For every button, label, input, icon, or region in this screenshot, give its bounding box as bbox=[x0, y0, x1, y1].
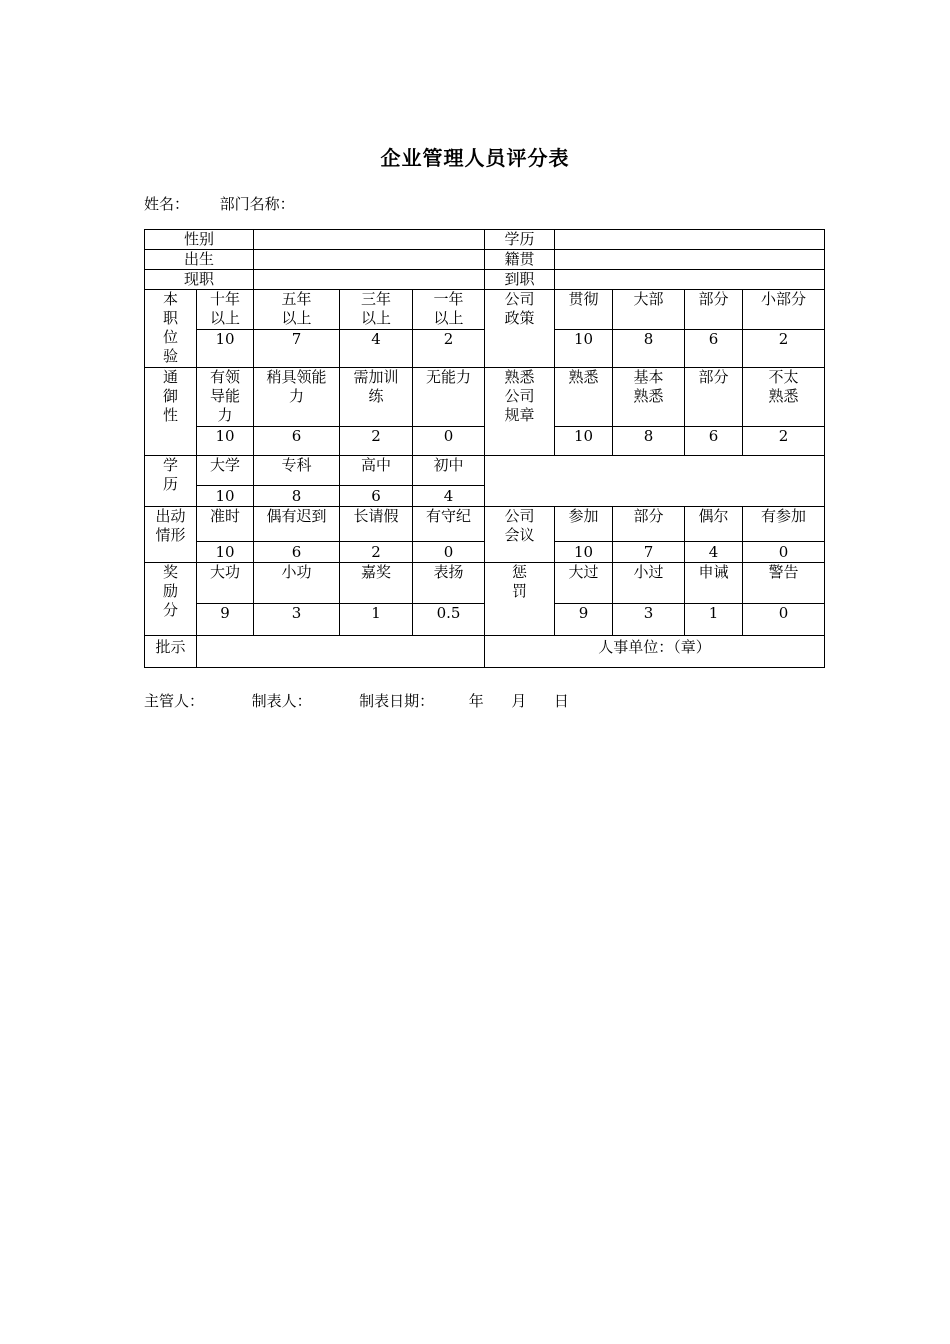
footer-line bbox=[144, 690, 569, 711]
reward-score: 9 bbox=[197, 604, 254, 636]
leadership-label: 通 御 性 bbox=[145, 368, 197, 456]
row-leadership-scores bbox=[145, 427, 825, 456]
policy-score: 8 bbox=[613, 330, 685, 368]
row-reward-options bbox=[145, 563, 825, 604]
policy-score: 10 bbox=[555, 330, 613, 368]
experience-option: 十年 以上 bbox=[197, 290, 254, 330]
degree-option: 大学 bbox=[197, 456, 254, 486]
day-label: 日 bbox=[553, 692, 569, 710]
leadership-option: 需加训 练 bbox=[340, 368, 413, 427]
degree-option: 初中 bbox=[413, 456, 485, 486]
leadership-score: 10 bbox=[197, 427, 254, 456]
leadership-option: 无能力 bbox=[413, 368, 485, 427]
native-place-value bbox=[555, 250, 825, 270]
row-experience-scores bbox=[145, 330, 825, 368]
birth-value bbox=[254, 250, 485, 270]
rules-score: 2 bbox=[743, 427, 825, 456]
penalty-score: 9 bbox=[555, 604, 613, 636]
experience-score: 2 bbox=[413, 330, 485, 368]
policy-score: 6 bbox=[685, 330, 743, 368]
reward-score: 0.5 bbox=[413, 604, 485, 636]
meeting-score: 0 bbox=[743, 542, 825, 563]
attendance-score: 2 bbox=[340, 542, 413, 563]
penalty-score: 0 bbox=[743, 604, 825, 636]
native-place-label: 籍贯 bbox=[485, 250, 555, 270]
policy-option: 部分 bbox=[685, 290, 743, 330]
education-label: 学历 bbox=[485, 230, 555, 250]
experience-score: 10 bbox=[197, 330, 254, 368]
degree-label: 学 历 bbox=[145, 456, 197, 507]
degree-score: 4 bbox=[413, 486, 485, 507]
evaluation-table bbox=[144, 229, 825, 668]
attendance-score: 0 bbox=[413, 542, 485, 563]
rules-label: 熟悉 公司 规章 bbox=[485, 368, 555, 456]
row-gender bbox=[145, 230, 825, 250]
penalty-score: 1 bbox=[685, 604, 743, 636]
experience-option: 一年 以上 bbox=[413, 290, 485, 330]
meeting-option: 部分 bbox=[613, 507, 685, 542]
meeting-score: 10 bbox=[555, 542, 613, 563]
row-leadership-options bbox=[145, 368, 825, 427]
preparer-label: 制表人： bbox=[251, 692, 312, 710]
meeting-option: 参加 bbox=[555, 507, 613, 542]
reward-option: 嘉奖 bbox=[340, 563, 413, 604]
meeting-option: 有参加 bbox=[743, 507, 825, 542]
degree-option: 高中 bbox=[340, 456, 413, 486]
row-current-post bbox=[145, 270, 825, 290]
header-line bbox=[144, 193, 295, 214]
leadership-score: 2 bbox=[340, 427, 413, 456]
row-attendance-scores bbox=[145, 542, 825, 563]
date-label: 制表日期： bbox=[359, 692, 435, 710]
reward-option: 大功 bbox=[197, 563, 254, 604]
year-label: 年 bbox=[468, 692, 484, 710]
attendance-option: 长请假 bbox=[340, 507, 413, 542]
policy-option: 小部分 bbox=[743, 290, 825, 330]
meeting-score: 4 bbox=[685, 542, 743, 563]
meeting-option: 偶尔 bbox=[685, 507, 743, 542]
meeting-score: 7 bbox=[613, 542, 685, 563]
row-experience-options bbox=[145, 290, 825, 330]
rules-score: 10 bbox=[555, 427, 613, 456]
degree-option: 专科 bbox=[254, 456, 340, 486]
reward-label: 奖 励 分 bbox=[145, 563, 197, 636]
attendance-option: 有守纪 bbox=[413, 507, 485, 542]
degree-blank-area bbox=[485, 456, 825, 507]
approval-value bbox=[197, 636, 485, 668]
start-date-value bbox=[555, 270, 825, 290]
penalty-option: 申诫 bbox=[685, 563, 743, 604]
leadership-option: 稍具领能 力 bbox=[254, 368, 340, 427]
rules-option: 基本 熟悉 bbox=[613, 368, 685, 427]
penalty-option: 大过 bbox=[555, 563, 613, 604]
penalty-score: 3 bbox=[613, 604, 685, 636]
row-degree-options bbox=[145, 456, 825, 486]
attendance-score: 6 bbox=[254, 542, 340, 563]
birth-label: 出生 bbox=[145, 250, 254, 270]
leadership-score: 0 bbox=[413, 427, 485, 456]
policy-option: 大部 bbox=[613, 290, 685, 330]
reward-option: 表扬 bbox=[413, 563, 485, 604]
dept-label: 部门名称： bbox=[219, 195, 295, 213]
experience-option: 五年 以上 bbox=[254, 290, 340, 330]
policy-option: 贯彻 bbox=[555, 290, 613, 330]
degree-score: 6 bbox=[340, 486, 413, 507]
attendance-option: 偶有迟到 bbox=[254, 507, 340, 542]
attendance-score: 10 bbox=[197, 542, 254, 563]
experience-score: 4 bbox=[340, 330, 413, 368]
row-approval bbox=[145, 636, 825, 668]
degree-score: 10 bbox=[197, 486, 254, 507]
current-post-value bbox=[254, 270, 485, 290]
row-birth bbox=[145, 250, 825, 270]
degree-score: 8 bbox=[254, 486, 340, 507]
rules-option: 熟悉 bbox=[555, 368, 613, 427]
penalty-option: 小过 bbox=[613, 563, 685, 604]
penalty-label: 惩 罚 bbox=[485, 563, 555, 636]
start-date-label: 到职 bbox=[485, 270, 555, 290]
reward-score: 3 bbox=[254, 604, 340, 636]
meeting-label: 公司 会议 bbox=[485, 507, 555, 563]
leadership-score: 6 bbox=[254, 427, 340, 456]
education-value bbox=[555, 230, 825, 250]
gender-value bbox=[254, 230, 485, 250]
attendance-option: 准时 bbox=[197, 507, 254, 542]
policy-score: 2 bbox=[743, 330, 825, 368]
experience-score: 7 bbox=[254, 330, 340, 368]
reward-option: 小功 bbox=[254, 563, 340, 604]
attendance-label: 出动 情形 bbox=[145, 507, 197, 563]
gender-label: 性别 bbox=[145, 230, 254, 250]
policy-label: 公司 政策 bbox=[485, 290, 555, 368]
rules-score: 6 bbox=[685, 427, 743, 456]
reward-score: 1 bbox=[340, 604, 413, 636]
experience-label: 本 职 位 验 bbox=[145, 290, 197, 368]
month-label: 月 bbox=[511, 692, 527, 710]
row-attendance-options bbox=[145, 507, 825, 542]
penalty-option: 警告 bbox=[743, 563, 825, 604]
rules-option: 部分 bbox=[685, 368, 743, 427]
approval-label: 批示 bbox=[145, 636, 197, 668]
hr-unit-label: 人事单位：（章） bbox=[485, 636, 825, 668]
leadership-option: 有领 导能 力 bbox=[197, 368, 254, 427]
supervisor-label: 主管人： bbox=[144, 692, 205, 710]
rules-score: 8 bbox=[613, 427, 685, 456]
current-post-label: 现职 bbox=[145, 270, 254, 290]
experience-option: 三年 以上 bbox=[340, 290, 413, 330]
name-label: 姓名： bbox=[144, 195, 190, 213]
form-title: 企业管理人员评分表 bbox=[380, 146, 570, 170]
row-reward-scores bbox=[145, 604, 825, 636]
rules-option: 不太 熟悉 bbox=[743, 368, 825, 427]
